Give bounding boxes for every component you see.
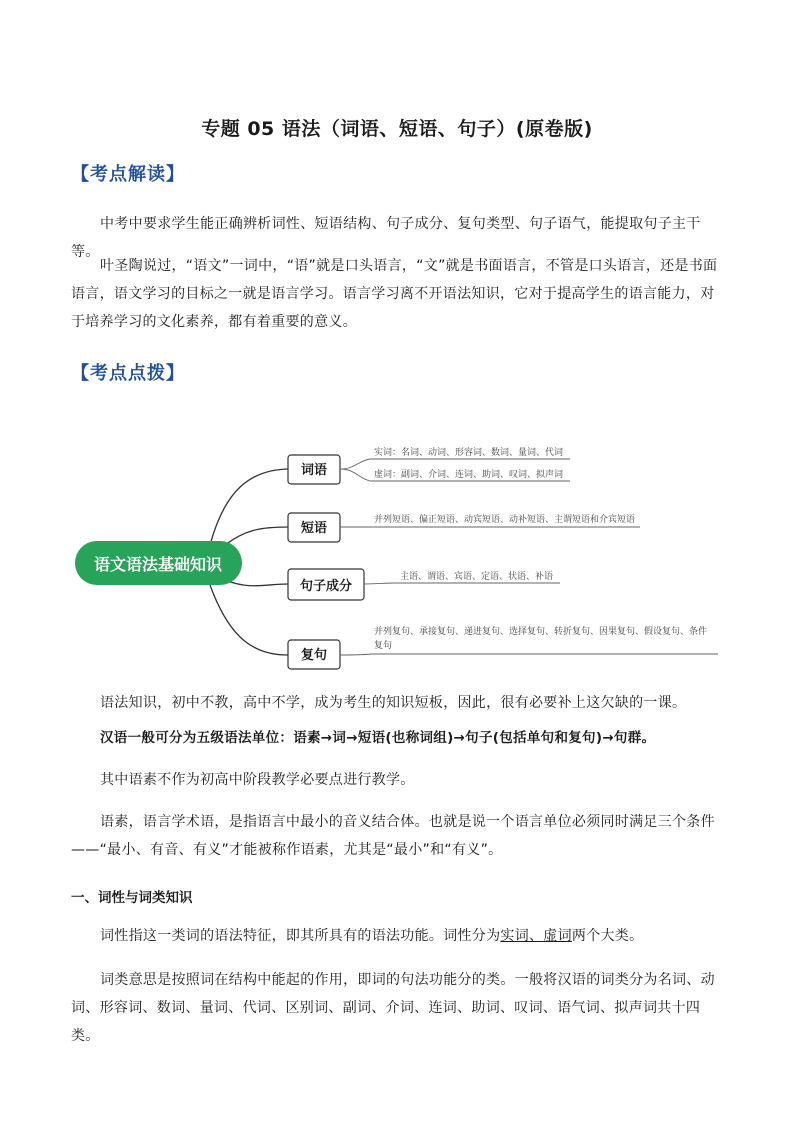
mindmap-connector: [225, 527, 288, 545]
mindmap-connector: [210, 469, 288, 545]
section-heading-word-class: 一、词性与词类知识: [71, 890, 193, 906]
paragraph-grammar-units: 汉语一般可分为五级语法单位：语素→词→短语(也称词组)→句子(包括单句和复句)→句群。: [100, 730, 656, 746]
word-property-underlined: 实词、虚词: [500, 928, 572, 944]
heading-kaodian-jiedu: 【考点解读】: [71, 164, 185, 185]
mindmap-detail-text: 实词：名词、动词、形容词、数词、量词、代词: [374, 448, 564, 458]
mindmap-branch-label: 句子成分: [299, 579, 353, 594]
mindmap-detail-text: 主语、谓语、宾语、定语、状语、补语: [400, 572, 554, 582]
mindmap-detail-line: [364, 583, 560, 584]
paragraph-grammar-gap: 语法知识，初中不教，高中不学，成为考生的知识短板，因此，很有必要补上这欠缺的一课。: [100, 695, 687, 711]
paragraph-morpheme-definition: 语素，语言学术语，是指语言中最小的音义结合体。也就是说一个语言单位必须同时满足三个条件——“最小、有音、有义”才能被称作语素，尤其是“最小”和“有义”。: [71, 814, 715, 858]
mindmap-branch-label: 复句: [300, 648, 328, 663]
mindmap-branch-label: 词语: [300, 463, 328, 478]
page-title: 专题 05 语法（词语、短语、句子）(原卷版): [201, 118, 593, 140]
word-property-text-end: 两个大类。: [571, 928, 644, 944]
paragraph-morpheme-note: 其中语素不作为初高中阶段教学必要点进行教学。: [100, 772, 415, 788]
mindmap-detail-text: 虚词：副词、介词、连词、助词、叹词、拟声词: [374, 470, 564, 480]
mindmap-detail-text: 复句: [374, 641, 393, 651]
mindmap-connector: [225, 580, 288, 586]
paragraph-word-property: [71, 922, 727, 950]
mindmap-detail-line: [340, 459, 570, 469]
mindmap-detail-text: 并列复句、承接复句、递进复句、选择复句、转折复句、因果复句、假设复句、条件: [374, 627, 708, 637]
mindmap-center-label: 语文语法基础知识: [93, 555, 223, 574]
paragraph-requirements: 中考中要求学生能正确辨析词性、短语结构、句子成分、复句类型、句子语气，能提取句子主干等。: [71, 216, 701, 260]
word-property-text: 词性指这一类词的语法特征，即其所具有的语法功能。词性分为: [100, 928, 501, 944]
mindmap-detail-line: [340, 654, 718, 655]
paragraph-ye-shengtao: 叶圣陶说过，“语文”一词中，“语”就是口头语言，“文”就是书面语言，不管是口头语言，还是书面语言，语文学习的目标之一就是语言学习。语言学习离不开语法知识，它对于提高学生的语言能力，对于培养学习的文化素养，都有着重要的意义。: [71, 258, 718, 330]
heading-kaodian-dianbo: 【考点点拨】: [71, 363, 185, 384]
mindmap-detail-text: 并列短语、偏正短语、动宾短语、动补短语、主谓短语和介宾短语: [374, 515, 636, 525]
mindmap-branch-label: 短语: [300, 521, 328, 536]
paragraph-word-classes: 词类意思是按照词在结构中能起的作用，即词的句法功能分的类。一般将汉语的词类分为名词、动词、形容词、数词、量词、代词、区别词、副词、介词、连词、助词、叹词、语气词、拟声词共十四类。: [71, 972, 715, 1044]
mindmap-connector: [210, 585, 288, 655]
